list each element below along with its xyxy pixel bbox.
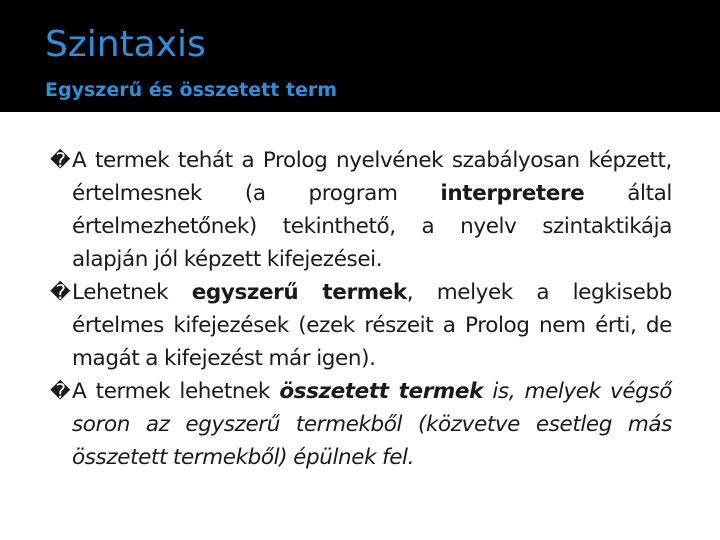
slide-body: [50, 144, 672, 474]
bold-term: interpretere: [440, 181, 585, 206]
paragraph-text: A termek tehát a Prolog nyelvének szabályosan képzett, értelmesnek (a program: [72, 148, 672, 206]
paragraph-text: A termek lehetnek: [72, 379, 280, 404]
paragraph-text: által értelmezhetőnek) tekinthető, a nyelv szintaktikája alapján jól képzett kifejezései.: [72, 181, 672, 272]
bullet-icon: �: [50, 148, 71, 172]
slide-subtitle: Egyszerű és összetett term: [45, 79, 338, 101]
bullet-icon: �: [50, 379, 71, 403]
bullet-paragraph-3: [50, 375, 672, 474]
bullet-paragraph-1: [50, 144, 672, 276]
slide-header: [0, 0, 720, 112]
bullet-icon: �: [50, 280, 71, 304]
bold-term: egyszerű termek: [191, 280, 407, 305]
bullet-paragraph-2: [50, 276, 672, 375]
italic-text: is, melyek végső soron az egyszerű termekből (közvetve esetleg más összetett termekből) épülnek fel.: [72, 379, 672, 470]
slide-title: Szintaxis: [45, 24, 206, 65]
paragraph-text: , melyek a legkisebb értelmes kifejezések (ezek részeit a Prolog nem érti, de magát a kifejezést már igen).: [72, 280, 672, 371]
bold-italic-term: összetett termek: [279, 379, 483, 404]
paragraph-text: Lehetnek: [72, 280, 192, 305]
